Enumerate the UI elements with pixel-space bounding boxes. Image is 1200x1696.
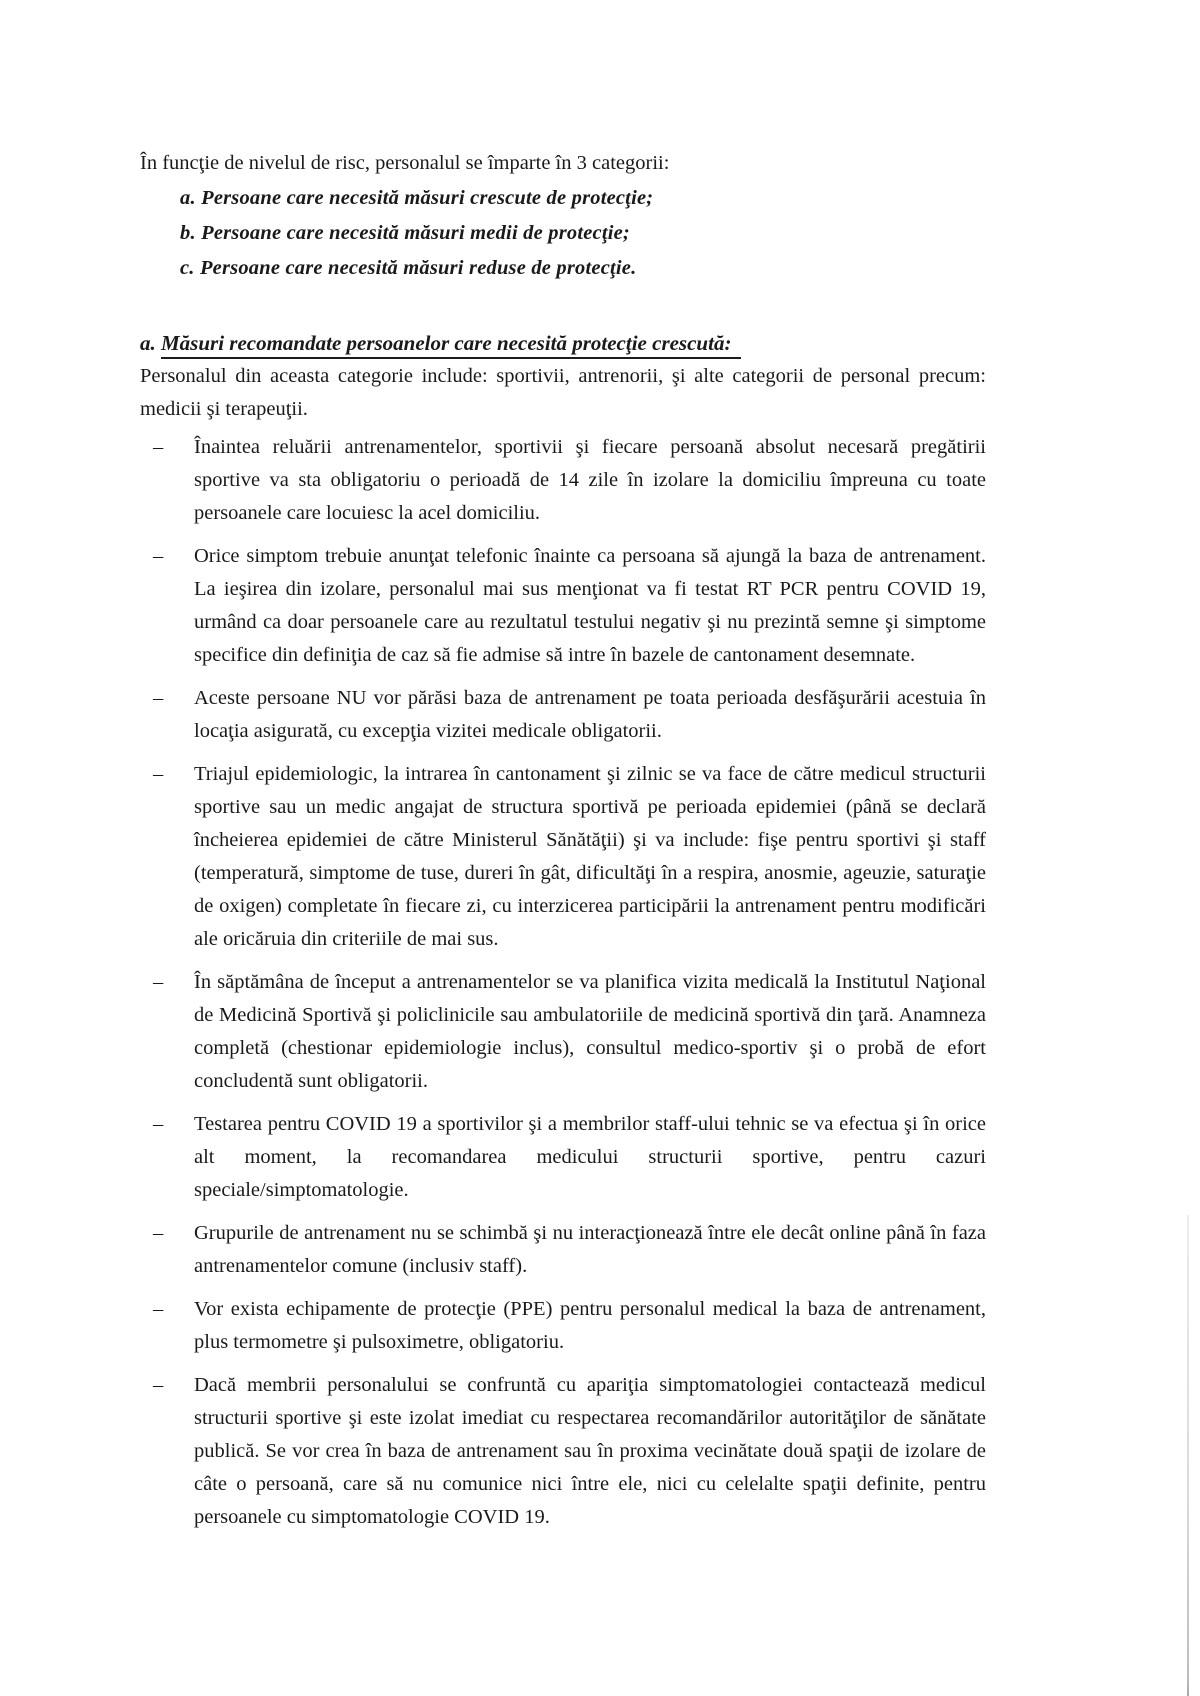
bullet-text: Orice simptom trebuie anunţat telefonic înainte ca persoana să ajungă la baza de antrenament. La ieşirea din izolare, personalul mai sus menţionat va fi testat RT PCR pentru COVID 19, urmând ca doar persoanele care au rezultatul testului negativ şi nu prezintă semne şi simptome specifice din definiţia de caz să fie admise să intre în bazele de cantonament desemnate.: [194, 545, 986, 666]
bullet-text: Vor exista echipamente de protecţie (PPE) pentru personalul medical la baza de antrenament, plus termometre şi pulsoximetre, obligatoriu.: [194, 1298, 986, 1353]
bullet-item: [140, 540, 986, 672]
bullet-item: [140, 758, 986, 956]
dash-bullet-icon: –: [153, 687, 164, 709]
bullet-list: [140, 431, 986, 1534]
category-item: b. Persoane care necesită măsuri medii de protecţie;: [180, 222, 630, 244]
dash-bullet-icon: –: [153, 545, 164, 567]
dash-bullet-icon: –: [153, 436, 164, 458]
dash-bullet-icon: –: [153, 1298, 164, 1320]
bullet-text: În săptămâna de început a antrenamentelor se va planifica vizita medicală la Institutul Naţional de Medicină Sportivă şi policlinicile sau ambulatoriile de medicină sportivă din ţară. Anamneza completă (chestionar epidemiologie inclus), consultul medico-sportiv şi o probă de efort concludentă sunt obligatorii.: [194, 971, 986, 1092]
scan-edge-artifact: [1187, 1215, 1189, 1696]
section-intro-paragraph: Personalul din aceasta categorie include: sportivii, antrenorii, şi alte categorii de personal precum: medicii şi terapeuţii.: [140, 365, 986, 420]
bullet-item: [140, 966, 986, 1098]
document-content: [140, 146, 986, 1544]
bullet-text: Aceste persoane NU vor părăsi baza de antrenament pe toata perioada desfăşurării acestuia în locaţia asigurată, cu excepţia vizitei medicale obligatorii.: [194, 687, 986, 742]
bullet-item: [140, 682, 986, 748]
bullet-text: Testarea pentru COVID 19 a sportivilor şi a membrilor staff-ului tehnic se va efectua şi în orice alt moment, la recomandarea medicului structurii sportive, pentru cazuri speciale/simptomatologie.: [194, 1113, 986, 1201]
dash-bullet-icon: –: [153, 763, 164, 785]
category-list: [180, 181, 986, 286]
category-item: c. Persoane care necesită măsuri reduse de protecţie.: [180, 257, 637, 279]
section-heading-letter: a.: [140, 331, 156, 355]
bullet-text: Triajul epidemiologic, la intrarea în cantonament şi zilnic se va face de către medicul structurii sportive sau un medic angajat de structura sportivă pe perioada epidemiei (până se declară încheierea epidemiei de către Ministerul Sănătăţii) şi va include: fişe pentru sportivi şi staff (temperatură, simptome de tuse, dureri în gât, dificultăţi în a respira, anosmie, ageuzie, saturaţie de oxigen) completate în fiecare zi, cu interzicerea participării la antrenament pentru modificări ale oricăruia din criteriile de mai sus.: [194, 763, 986, 950]
bullet-item: [140, 1293, 986, 1359]
dash-bullet-icon: –: [153, 1374, 164, 1396]
bullet-item: [140, 1369, 986, 1534]
category-item: a. Persoane care necesită măsuri crescute de protecţie;: [180, 187, 654, 209]
section-heading-title: Măsuri recomandate persoanelor care necesită protecţie crescută:: [161, 331, 741, 359]
section-heading: [140, 326, 986, 360]
dash-bullet-icon: –: [153, 1113, 164, 1135]
intro-paragraph: În funcţie de nivelul de risc, personalul se împarte în 3 categorii:: [140, 152, 670, 174]
bullet-item: [140, 431, 986, 530]
bullet-text: Dacă membrii personalului se confruntă cu apariţia simptomatologiei contactează medicul structurii sportive şi este izolat imediat cu respectarea recomandărilor autorităţilor de sănătate publică. Se vor crea în baza de antrenament sau în proxima vecinătate două spaţii de izolare de câte o persoană, care să nu comunice nici între ele, nici cu celelalte spaţii definite, pentru persoanele cu simptomatologie COVID 19.: [194, 1374, 986, 1528]
dash-bullet-icon: –: [153, 1222, 164, 1244]
bullet-text: Grupurile de antrenament nu se schimbă şi nu interacţionează între ele decât online până în faza antrenamentelor comune (inclusiv staff).: [194, 1222, 986, 1277]
bullet-item: [140, 1108, 986, 1207]
dash-bullet-icon: –: [153, 971, 164, 993]
bullet-text: Înaintea reluării antrenamentelor, sportivii şi fiecare persoană absolut necesară pregătirii sportive va sta obligatoriu o perioadă de 14 zile în izolare la domiciliu împreuna cu toate persoanele care locuiesc la acel domiciliu.: [194, 436, 986, 524]
bullet-item: [140, 1217, 986, 1283]
